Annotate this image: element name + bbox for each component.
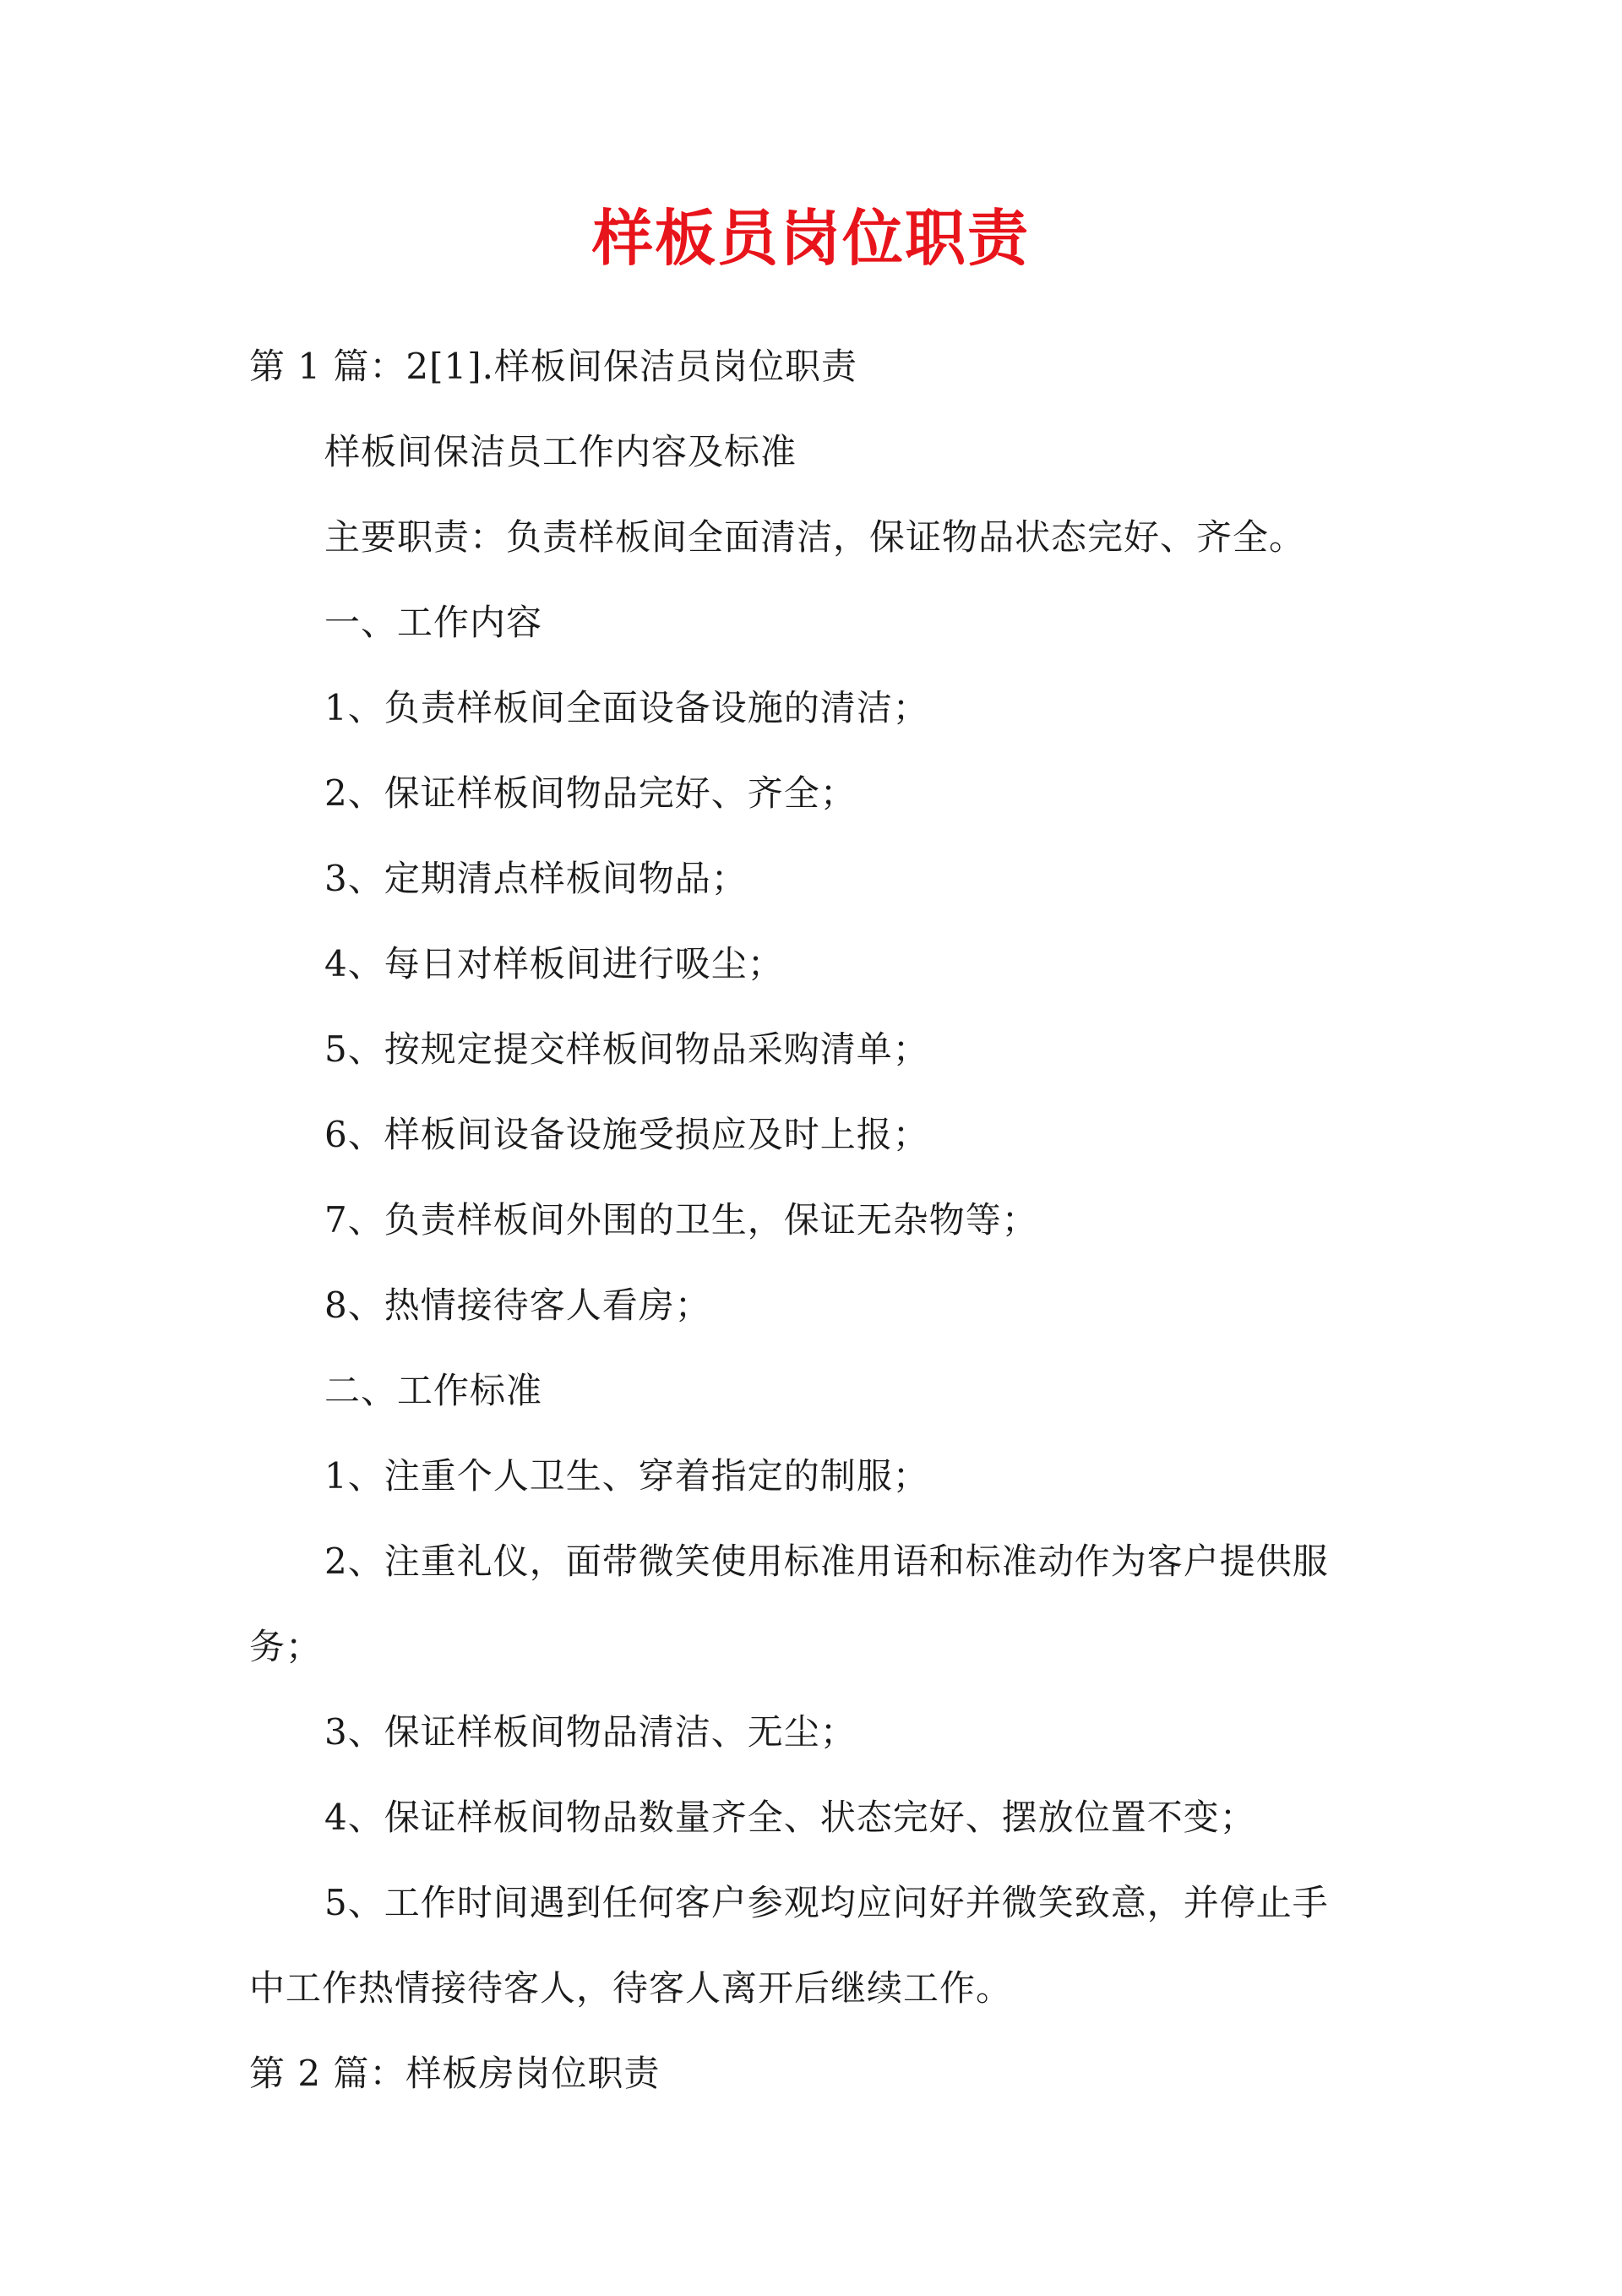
list-item: 5、按规定提交样板间物品采购清单；	[324, 1028, 929, 1070]
list-item: 8、热情接待客人看房；	[324, 1284, 711, 1326]
work-content-heading: 一、工作内容	[324, 602, 543, 643]
list-item: 5、工作时间遇到任何客户参观均应问好并微笑致意，并停止手	[324, 1882, 1329, 1923]
document-title: 样板员岗位职责	[591, 202, 1030, 274]
subtitle: 样板间保洁员工作内容及标准	[324, 431, 797, 472]
section-heading-2: 第 2 篇：样板房岗位职责	[249, 2053, 661, 2094]
list-item: 6、样板间设备设施受损应及时上报；	[324, 1114, 929, 1155]
list-item: 3、保证样板间物品清洁、无尘；	[324, 1711, 857, 1753]
list-item: 3、定期清点样板间物品；	[324, 858, 748, 899]
main-duty: 主要职责：负责样板间全面清洁，保证物品状态完好、齐全。	[324, 516, 1306, 558]
list-item: 2、保证样板间物品完好、齐全；	[324, 772, 857, 814]
list-item: 7、负责样板间外围的卫生，保证无杂物等；	[324, 1199, 1038, 1241]
list-item: 1、注重个人卫生、穿着指定的制服；	[324, 1455, 929, 1497]
list-item-continuation: 务；	[249, 1626, 323, 1667]
list-item: 4、保证样板间物品数量齐全、状态完好、摆放位置不变；	[324, 1797, 1256, 1838]
list-item: 1、负责样板间全面设备设施的清洁；	[324, 687, 929, 728]
list-item: 4、每日对样板间进行吸尘；	[324, 943, 784, 984]
section-heading-1: 第 1 篇：2[1].样板间保洁员岗位职责	[249, 346, 857, 387]
list-item-continuation: 中工作热情接待客人，待客人离开后继续工作。	[249, 1967, 1013, 2009]
work-standard-heading: 二、工作标准	[324, 1370, 543, 1411]
list-item: 2、注重礼仪，面带微笑使用标准用语和标准动作为客户提供服	[324, 1541, 1329, 1582]
